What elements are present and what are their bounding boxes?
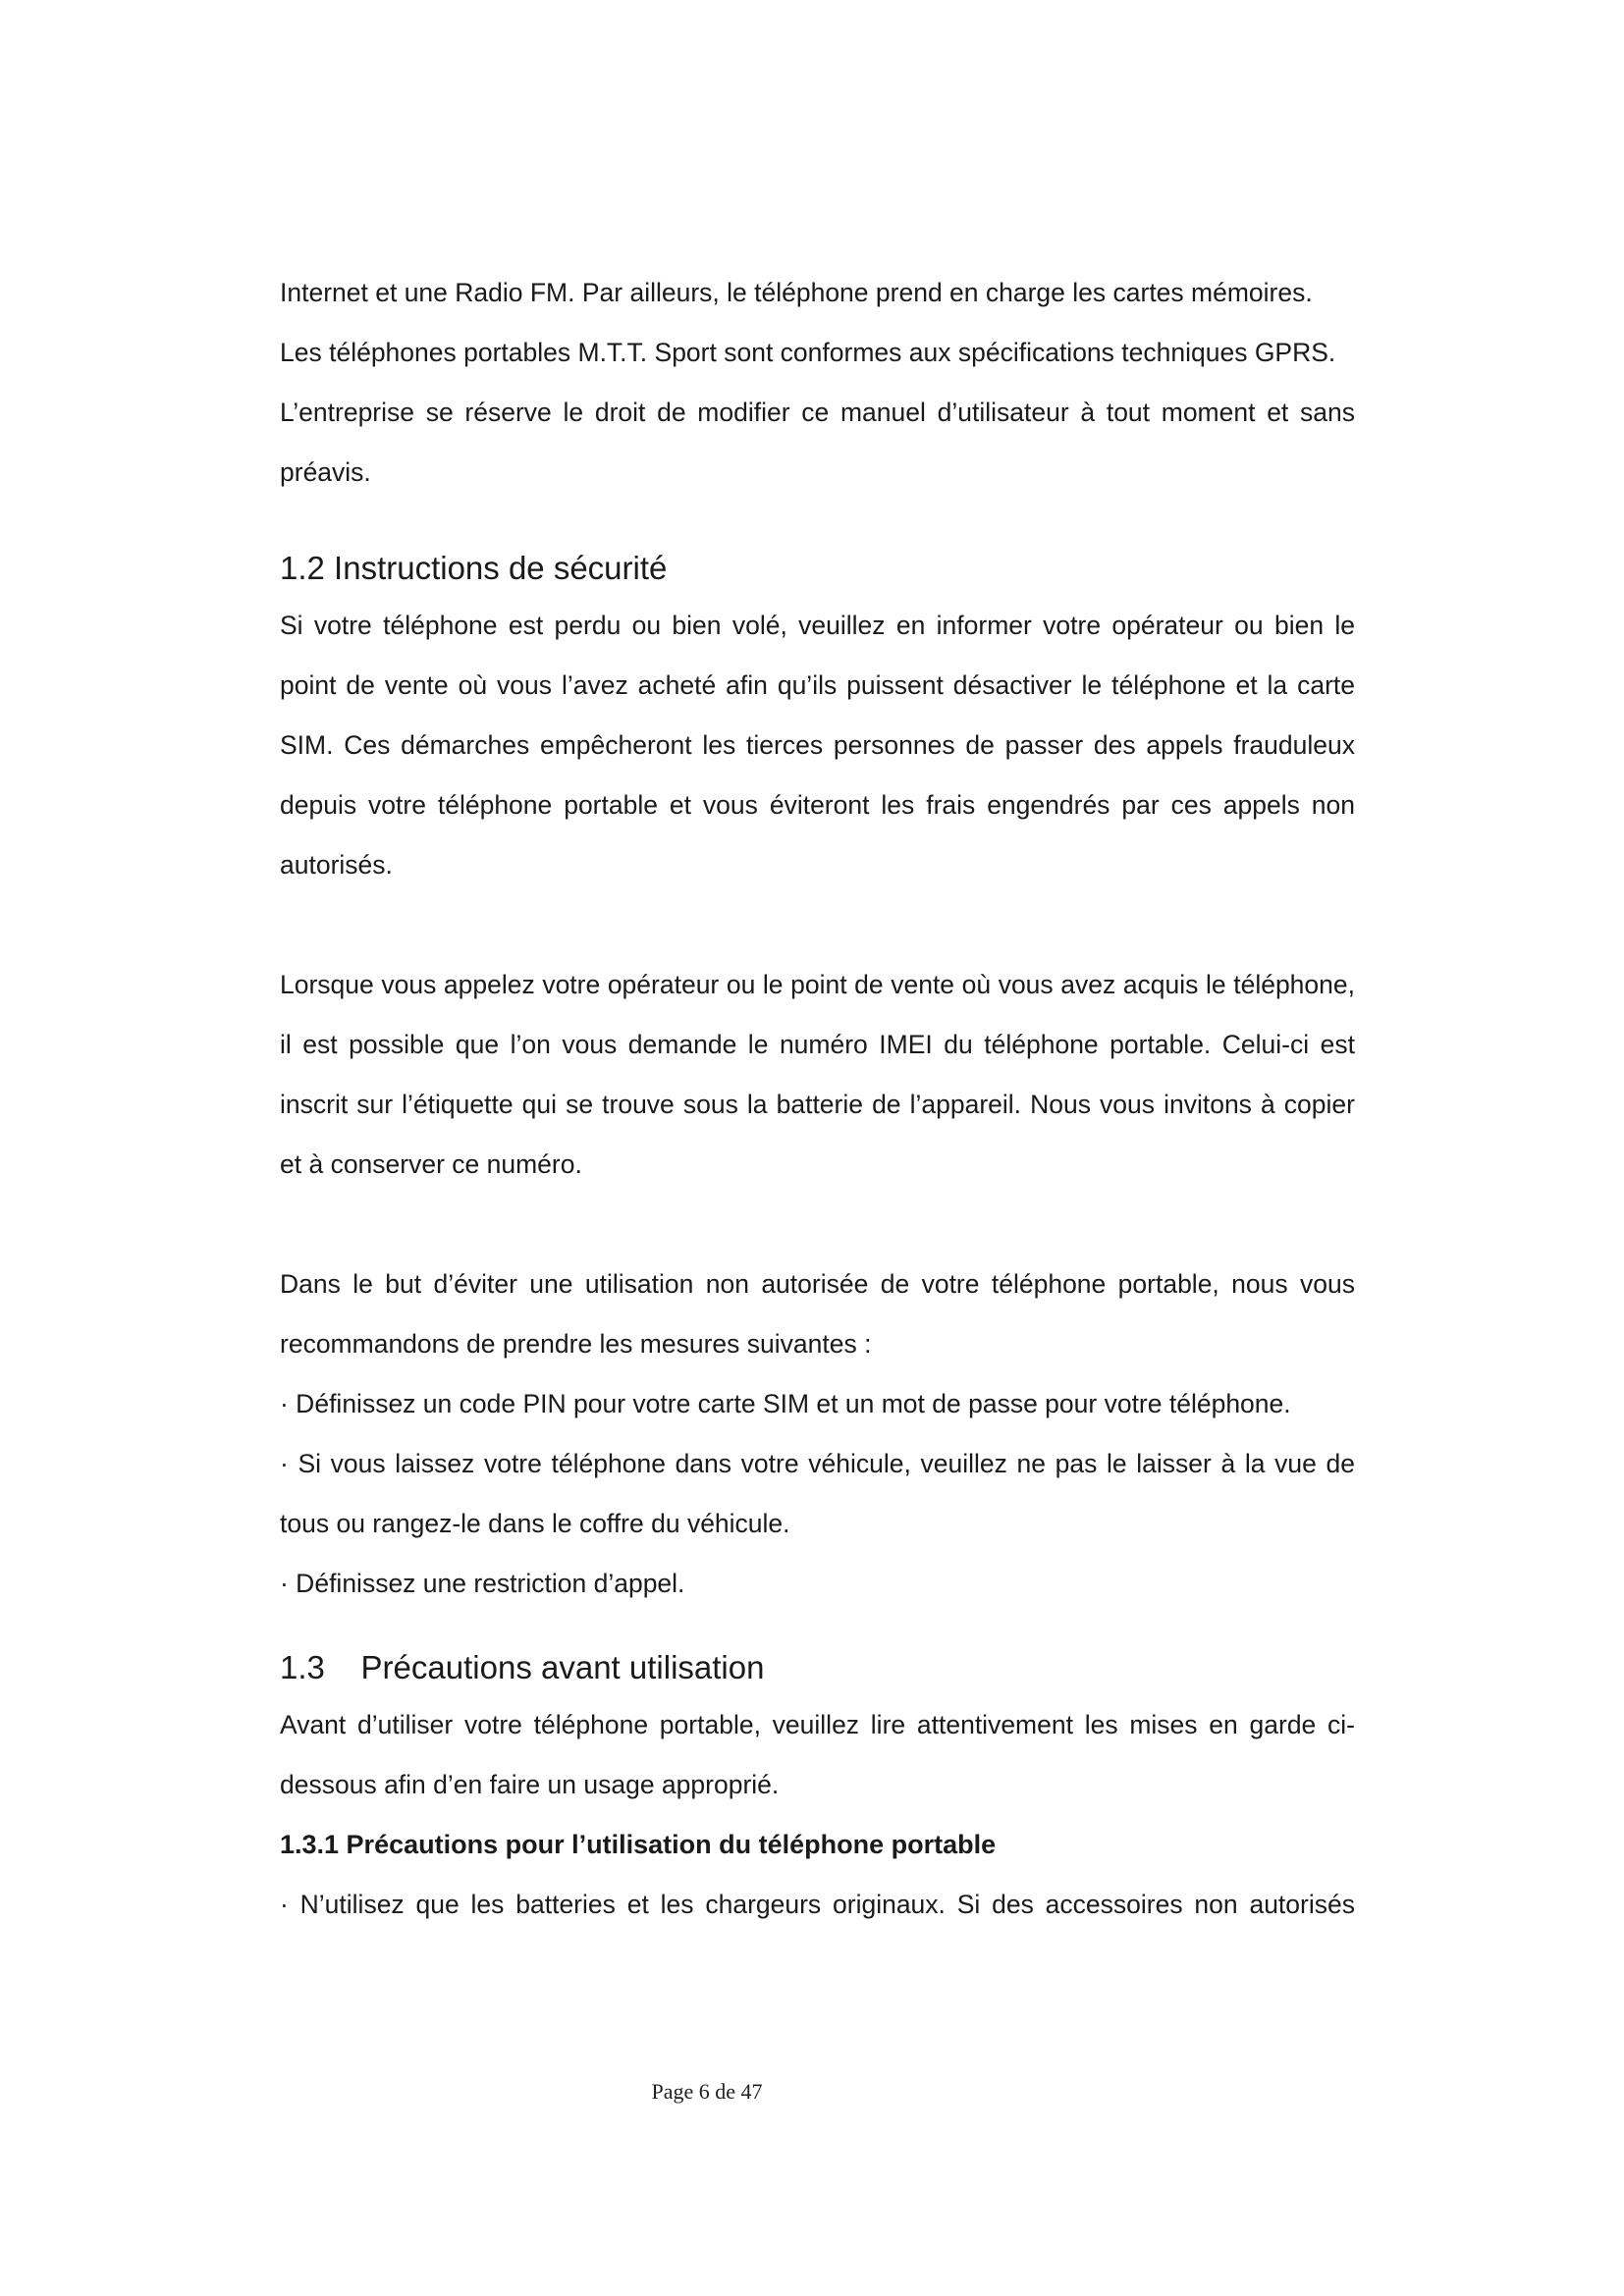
paragraph-lost-phone: Si votre téléphone est perdu ou bien volé, veuillez en informer votre opérateur ou bien le point de vente où vous l’avez acheté afin qu’ils puissent désactiver le téléphone et la carte SIM. Ces démarches empêcheront les tierces personnes de passer des appels frauduleux depuis votre téléphone portable et vous éviteront les frais engendrés par ces appels non autorisés. — [280, 611, 1355, 880]
paragraph-imei: Lorsque vous appelez votre opérateur ou le point de vente où vous avez acquis le téléphone, il est possible que l’on vous demande le numéro IMEI du téléphone portable. Celui-ci est inscrit sur l’étiquette qui se trouve sous la batterie de l’appareil. Nous vous invitons à copier et à conserver ce numéro. — [280, 970, 1355, 1179]
bullet-vehicle: · Si vous laissez votre téléphone dans votre véhicule, veuillez ne pas le laisser à la vue de tous ou rangez-le dans le coffre du véhicule. — [280, 1449, 1355, 1538]
subsection-heading-1-3-1: 1.3.1 Précautions pour l’utilisation du téléphone portable — [280, 1830, 997, 1859]
paragraph-measures: Dans le but d’éviter une utilisation non autorisée de votre téléphone portable, nous vous recommandons de prendre les mesures suivantes : — [280, 1269, 1355, 1359]
intro-paragraph-rights: L’entreprise se réserve le droit de modifier ce manuel d’utilisateur à tout moment et sans préavis. — [280, 398, 1355, 487]
document-page — [280, 263, 1355, 1935]
bullet-call-restriction: · Définissez une restriction d’appel. — [280, 1569, 685, 1598]
intro-paragraph-gprs: Les téléphones portables M.T.T. Sport sont conformes aux spécifications techniques GPRS. — [280, 338, 1336, 367]
paragraph-before-use: Avant d’utiliser votre téléphone portable, veuillez lire attentivement les mises en garde ci-dessous afin d’en faire un usage approprié. — [280, 1710, 1355, 1799]
intro-line-1: Internet et une Radio FM. Par ailleurs, le téléphone prend en charge les cartes mémoires. — [280, 278, 1313, 307]
bullet-original-batteries: · N’utilisez que les batteries et les chargeurs originaux. Si des accessoires non autorisés — [280, 1890, 1355, 1919]
section-heading-1-2: 1.2 Instructions de sécurité — [280, 550, 668, 586]
bullet-pin-code: · Définissez un code PIN pour votre carte SIM et un mot de passe pour votre téléphone. — [280, 1389, 1291, 1418]
section-heading-1-3: 1.3 Précautions avant utilisation — [280, 1649, 765, 1685]
page-number: Page 6 de 47 — [651, 2079, 763, 2104]
